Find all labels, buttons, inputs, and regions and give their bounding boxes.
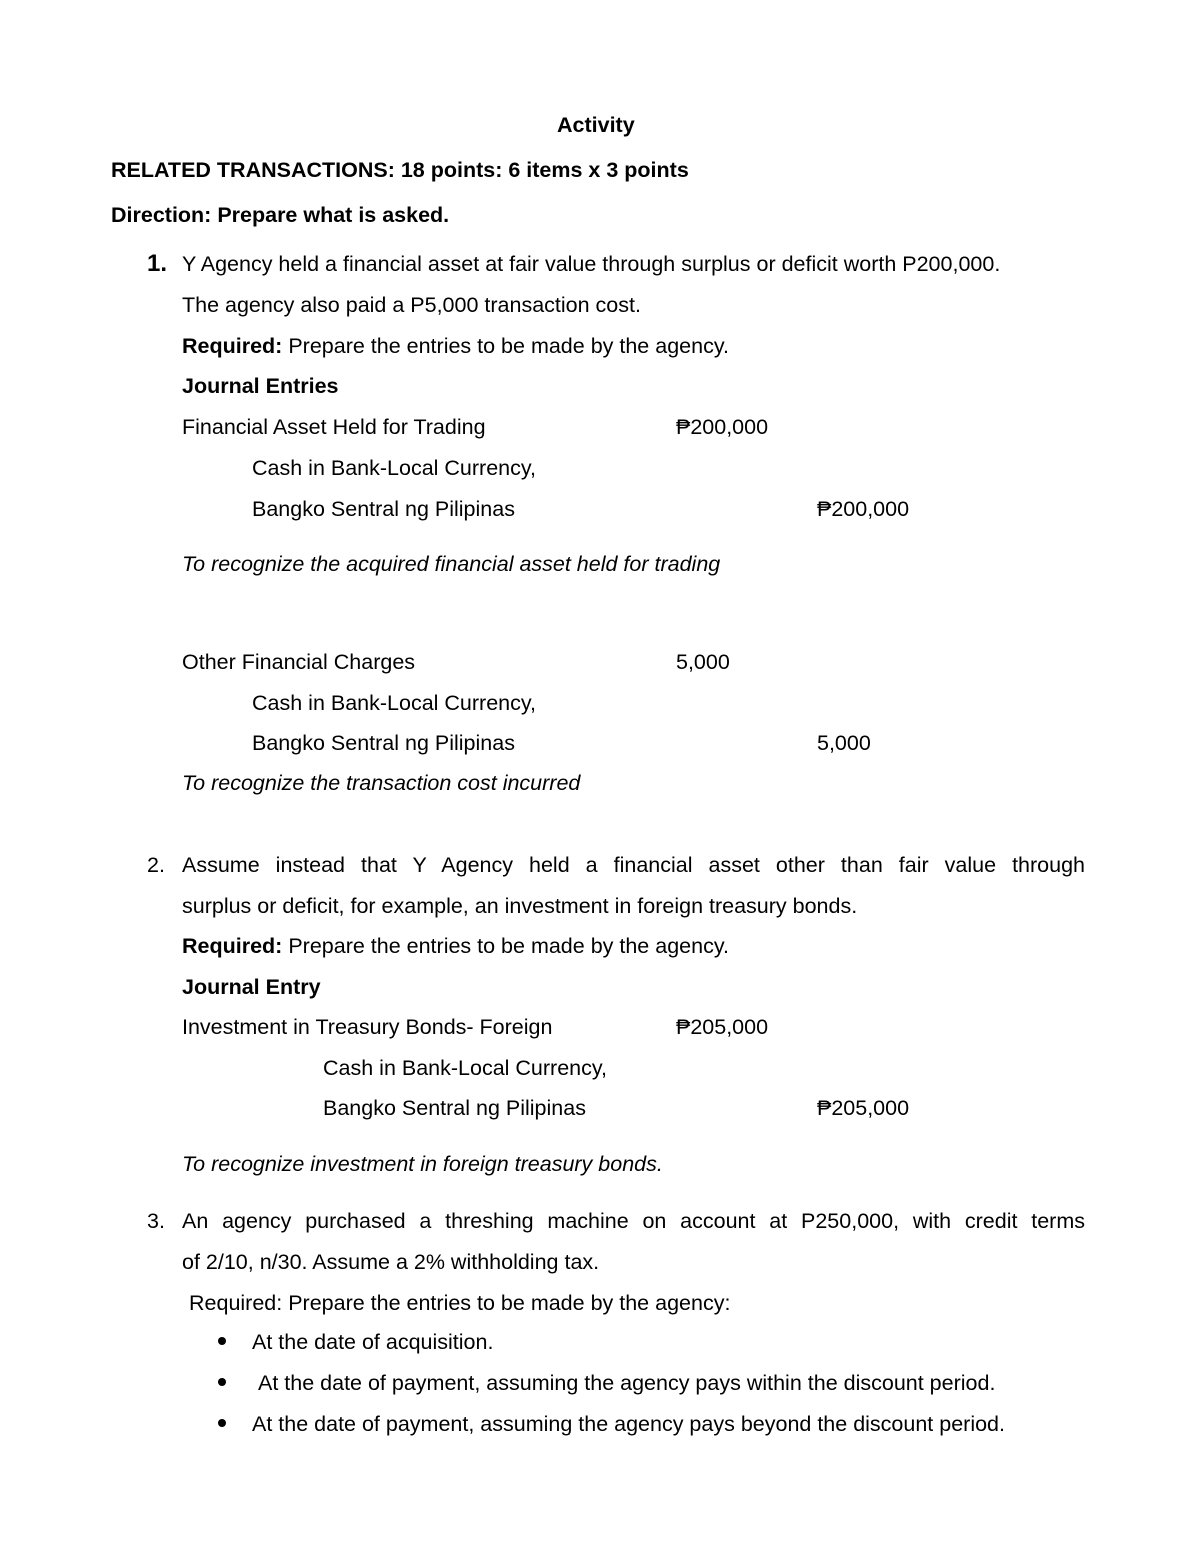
item-2-line-1: Assume instead that Y Agency held a financial asset other than fair value through	[182, 853, 1085, 877]
item-1-journal-heading: Journal Entries	[182, 374, 339, 398]
item-2-journal-heading: Journal Entry	[182, 975, 321, 999]
item-2-credit-account-2: Bangko Sentral ng Pilipinas	[323, 1096, 586, 1120]
item-2-credit-amount: ₱205,000	[817, 1096, 910, 1120]
item-1-entry-1-debit-amount: ₱200,000	[676, 415, 769, 439]
item-1-entry-2-debit-account: Other Financial Charges	[182, 650, 416, 674]
item-1-required-label: Required:	[182, 334, 283, 358]
item-2-number: 2.	[147, 853, 165, 877]
item-3-line-1: An agency purchased a threshing machine on account at P250,000, with credit terms	[182, 1209, 1085, 1233]
item-1-number: 1.	[147, 250, 168, 277]
item-1-entry-1-credit-account-1: Cash in Bank-Local Currency,	[252, 456, 537, 480]
item-3-bullet-1: At the date of acquisition.	[252, 1330, 494, 1354]
item-2-credit-account-1: Cash in Bank-Local Currency,	[323, 1056, 608, 1080]
item-3-bullet-2: At the date of payment, assuming the agency pays within the discount period.	[258, 1371, 996, 1395]
item-1-entry-2-credit-account-1: Cash in Bank-Local Currency,	[252, 691, 537, 715]
item-2-line-2: surplus or deficit, for example, an investment in foreign treasury bonds.	[182, 894, 858, 918]
item-1-entry-2-credit-account-2: Bangko Sentral ng Pilipinas	[252, 731, 515, 755]
item-3-bullet-3: At the date of payment, assuming the agency pays beyond the discount period.	[252, 1412, 1005, 1436]
item-1-entry-2-credit-amount: 5,000	[817, 731, 871, 755]
item-1-entry-2-debit-amount: 5,000	[676, 650, 730, 674]
item-1-required	[182, 336, 729, 358]
direction-text: Direction: Prepare what is asked.	[111, 203, 450, 227]
item-1-line-1: Y Agency held a financial asset at fair value through surplus or deficit worth P200,000.	[182, 252, 1001, 276]
item-2-debit-account: Investment in Treasury Bonds- Foreign	[182, 1015, 553, 1039]
bullet-icon	[218, 1378, 226, 1386]
item-3-number: 3.	[147, 1209, 165, 1233]
section-heading: RELATED TRANSACTIONS: 18 points: 6 items x 3 points	[111, 158, 689, 182]
item-3-line-2: of 2/10, n/30. Assume a 2% withholding tax.	[182, 1250, 600, 1274]
item-2-required-label: Required:	[182, 934, 283, 958]
item-2-explanation: To recognize investment in foreign treasury bonds.	[182, 1152, 663, 1176]
item-1-entry-1-explanation: To recognize the acquired financial asset held for trading	[182, 552, 721, 576]
item-2-required-text: Prepare the entries to be made by the agency.	[282, 934, 729, 958]
item-3-required: Required: Prepare the entries to be made by the agency:	[189, 1291, 731, 1315]
bullet-icon	[218, 1419, 226, 1427]
bullet-icon	[218, 1337, 226, 1345]
item-2-required	[182, 936, 729, 958]
item-1-entry-1-debit-account: Financial Asset Held for Trading	[182, 415, 486, 439]
item-1-entry-2-explanation: To recognize the transaction cost incurred	[182, 771, 581, 795]
item-1-entry-1-credit-account-2: Bangko Sentral ng Pilipinas	[252, 497, 515, 521]
item-1-line-2: The agency also paid a P5,000 transaction cost.	[182, 293, 641, 317]
item-1-required-text: Prepare the entries to be made by the agency.	[282, 334, 729, 358]
item-2-debit-amount: ₱205,000	[676, 1015, 769, 1039]
page-title: Activity	[557, 113, 635, 137]
item-1-entry-1-credit-amount: ₱200,000	[817, 497, 910, 521]
